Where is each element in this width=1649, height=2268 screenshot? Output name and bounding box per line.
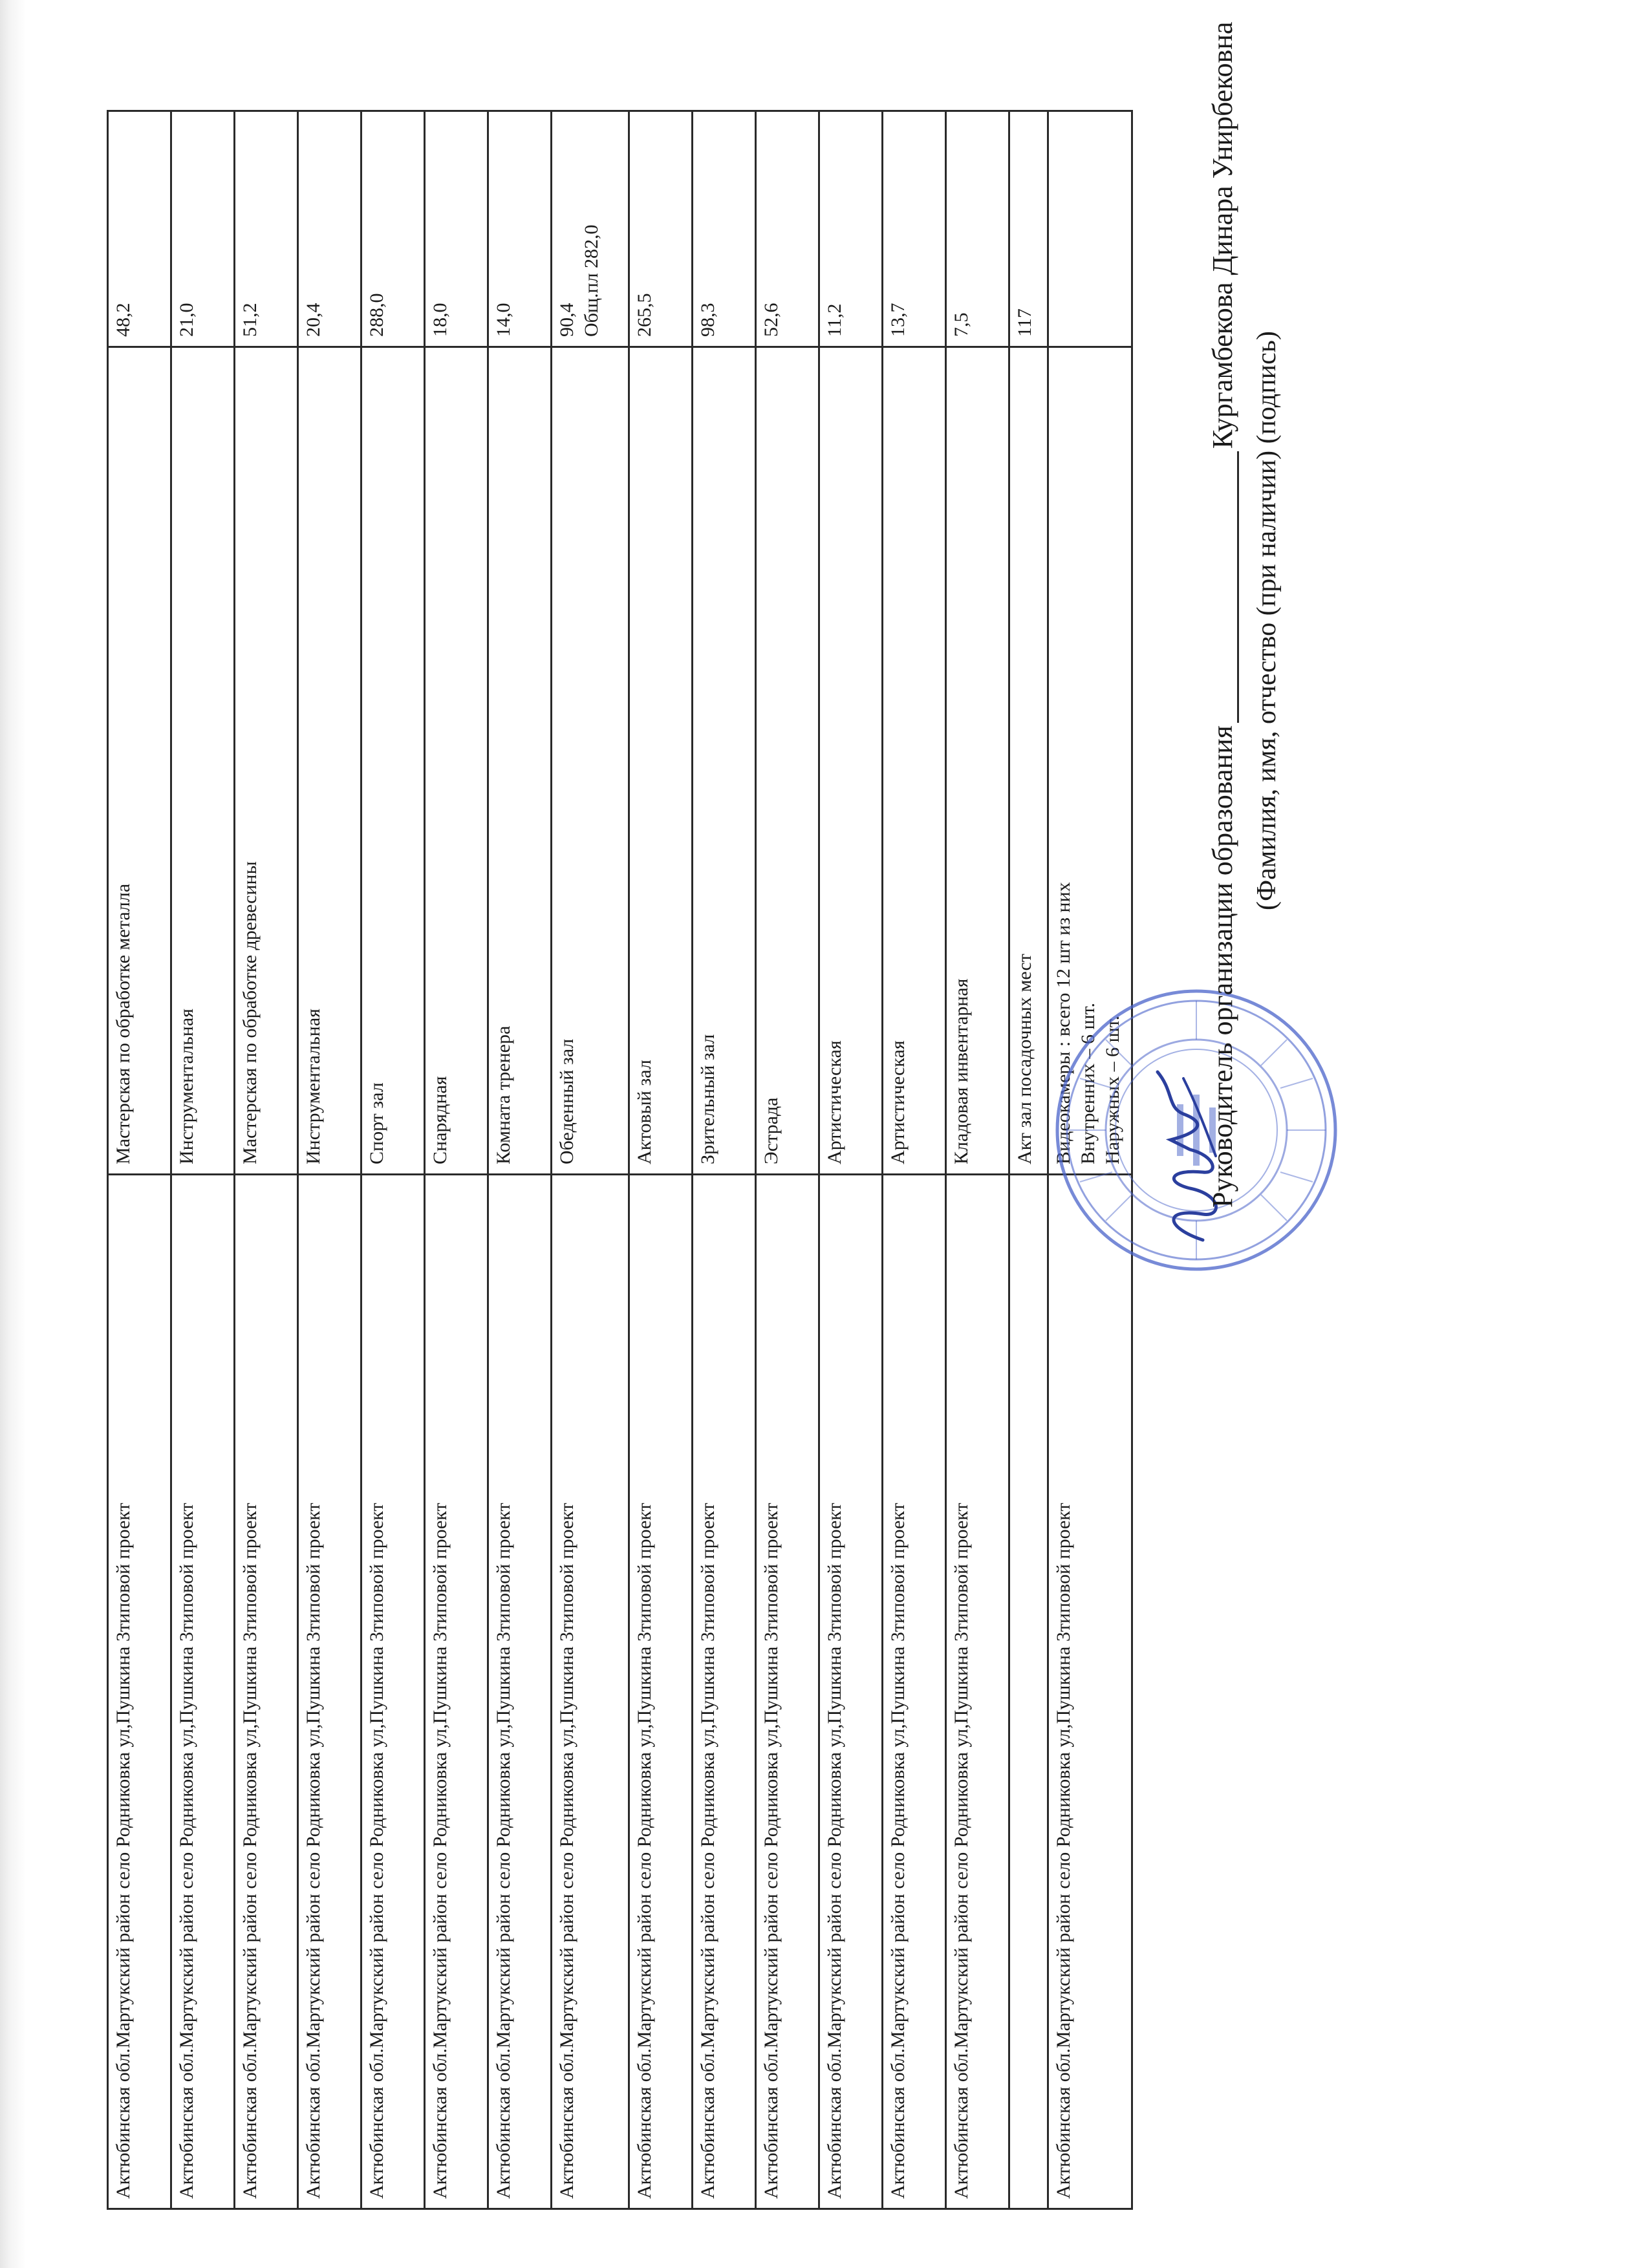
table-row <box>819 111 883 2209</box>
area-cell <box>425 111 488 347</box>
address-cell: Актюбинская обл.Мартукский район село Родниковка ул,Пушкина 3типовой проект <box>629 1175 693 2209</box>
address-cell: Актюбинская обл.Мартукский район село Родниковка ул,Пушкина 3типовой проект <box>171 1175 235 2209</box>
table-row <box>629 111 693 2209</box>
area-cell <box>1048 111 1132 347</box>
table-row <box>425 111 488 2209</box>
table-row <box>946 111 1009 2209</box>
area-cell <box>883 111 946 347</box>
room-name: Наружных – 6 шт. <box>1102 1015 1123 1164</box>
address-cell: Актюбинская обл.Мартукский район село Родниковка ул,Пушкина 3типовой проект <box>756 1175 819 2209</box>
room-name: Артистическая <box>887 1040 909 1164</box>
room-name: Видеокамеры : всего 12 шт из них <box>1053 882 1074 1164</box>
area-cell <box>235 111 298 347</box>
address-cell: Актюбинская обл.Мартукский район село Родниковка ул,Пушкина 3типовой проект <box>552 1175 629 2209</box>
area-cell <box>488 111 552 347</box>
area-cell <box>693 111 756 347</box>
table-row <box>171 111 235 2209</box>
room-cell <box>629 347 693 1175</box>
area-value: 11,2 <box>824 303 845 337</box>
table-row <box>361 111 425 2209</box>
room-name: Акт зал посадочных мест <box>1014 954 1035 1164</box>
table-row <box>298 111 361 2209</box>
room-cell <box>552 347 629 1175</box>
signature-blank <box>1211 451 1239 723</box>
room-cell <box>946 347 1009 1175</box>
area-cell <box>171 111 235 347</box>
table-row <box>108 111 171 2209</box>
address-cell <box>1009 1175 1048 2209</box>
area-cell <box>946 111 1009 347</box>
area-value: 13,7 <box>887 303 909 337</box>
footer-label: Руководитель организации образования <box>1207 725 1238 1208</box>
area-value: 51,2 <box>239 303 261 337</box>
area-cell <box>756 111 819 347</box>
area-cell <box>819 111 883 347</box>
room-name: Комната тренера <box>493 1025 514 1164</box>
area-cell <box>361 111 425 347</box>
room-cell <box>1009 347 1048 1175</box>
footer-name: Кургамбекова Динара Унирбековна <box>1207 21 1238 449</box>
room-name: Актовый зал <box>634 1060 655 1164</box>
area-cell <box>298 111 361 347</box>
room-name: Мастерская по обработке древесины <box>239 861 261 1164</box>
room-name: Инструментальная <box>303 1009 324 1164</box>
room-cell <box>298 347 361 1175</box>
area-value: 20,4 <box>303 303 324 337</box>
room-name: Спорт зал <box>366 1082 387 1164</box>
address-cell: Актюбинская обл.Мартукский район село Родниковка ул,Пушкина 3типовой проект <box>946 1175 1009 2209</box>
room-name: Артистическая <box>824 1040 845 1164</box>
area-value: 52,6 <box>760 303 782 337</box>
room-cell <box>756 347 819 1175</box>
room-cell <box>235 347 298 1175</box>
table-row <box>1009 111 1048 2209</box>
rooms-table <box>107 110 1133 2210</box>
address-cell: Актюбинская обл.Мартукский район село Родниковка ул,Пушкина 3типовой проект <box>361 1175 425 2209</box>
area-value: 7,5 <box>951 312 972 337</box>
room-cell <box>361 347 425 1175</box>
table-row <box>756 111 819 2209</box>
area-value: 90,4 <box>556 303 577 337</box>
area-value: 14,0 <box>493 303 514 337</box>
room-name: Обеденный зал <box>556 1038 577 1164</box>
area-value: Общ.пл 282,0 <box>581 224 602 337</box>
area-cell <box>552 111 629 347</box>
table-row <box>693 111 756 2209</box>
table-row <box>235 111 298 2209</box>
area-cell <box>1009 111 1048 347</box>
room-name: Кладовая инвентарная <box>951 978 972 1164</box>
room-cell <box>488 347 552 1175</box>
area-cell <box>108 111 171 347</box>
footer-caption: (Фамилия, имя, отчество (при наличии) (подпись) <box>1252 331 1282 910</box>
address-cell: Актюбинская обл.Мартукский район село Родниковка ул,Пушкина 3типовой проект <box>108 1175 171 2209</box>
address-cell: Актюбинская обл.Мартукский район село Родниковка ул,Пушкина 3типовой проект <box>819 1175 883 2209</box>
address-cell: Актюбинская обл.Мартукский район село Родниковка ул,Пушкина 3типовой проект <box>298 1175 361 2209</box>
room-cell <box>171 347 235 1175</box>
room-name: Снарядная <box>429 1076 451 1164</box>
area-value: 18,0 <box>429 303 451 337</box>
area-value: 288,0 <box>366 293 387 337</box>
room-cell <box>425 347 488 1175</box>
room-cell <box>693 347 756 1175</box>
room-cell <box>819 347 883 1175</box>
area-value: 48,2 <box>113 303 134 337</box>
room-name: Зрительный зал <box>697 1034 718 1164</box>
address-cell: Актюбинская обл.Мартукский район село Родниковка ул,Пушкина 3типовой проект <box>425 1175 488 2209</box>
area-value: 21,0 <box>176 303 197 337</box>
footer-signature-line <box>1206 22 1239 1208</box>
address-cell: Актюбинская обл.Мартукский район село Родниковка ул,Пушкина 3типовой проект <box>883 1175 946 2209</box>
address-cell: Актюбинская обл.Мартукский район село Родниковка ул,Пушкина 3типовой проект <box>1048 1175 1132 2209</box>
room-cell <box>883 347 946 1175</box>
table-row <box>552 111 629 2209</box>
rooms-table-body <box>108 111 1132 2209</box>
room-name: Инструментальная <box>176 1009 197 1164</box>
address-cell: Актюбинская обл.Мартукский район село Родниковка ул,Пушкина 3типовой проект <box>488 1175 552 2209</box>
room-name: Мастерская по обработке металла <box>113 883 134 1164</box>
table-row <box>883 111 946 2209</box>
address-cell: Актюбинская обл.Мартукский район село Родниковка ул,Пушкина 3типовой проект <box>693 1175 756 2209</box>
area-value: 98,3 <box>697 303 718 337</box>
area-value: 265,5 <box>634 293 655 337</box>
table-row <box>488 111 552 2209</box>
room-cell <box>108 347 171 1175</box>
room-name: Эстрада <box>760 1097 782 1164</box>
room-name: Внутренних – 6 шт. <box>1077 1003 1099 1164</box>
area-value: 117 <box>1014 308 1035 337</box>
address-cell: Актюбинская обл.Мартукский район село Родниковка ул,Пушкина 3типовой проект <box>235 1175 298 2209</box>
area-cell <box>629 111 693 347</box>
